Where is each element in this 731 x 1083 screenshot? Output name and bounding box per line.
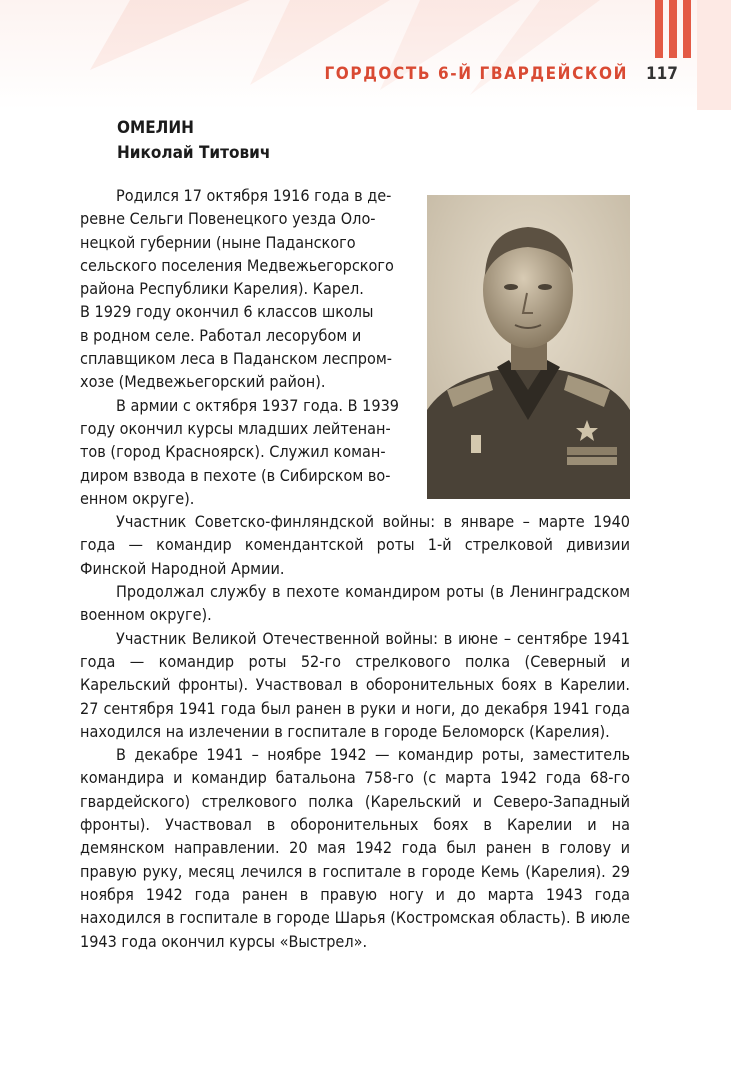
biography-text	[80, 184, 630, 953]
paragraph-army	[80, 394, 402, 510]
text-line: тов (город Красноярск). Служил коман-	[80, 442, 386, 462]
text-line: Родился 17 октября 1916 года в де-	[116, 186, 392, 205]
text-line: сплавщиком леса в Паданском леспром-	[80, 349, 392, 369]
text-line: района Республики Карелия). Карел.	[80, 279, 364, 299]
text-line: диром взвода в пехоте (в Сибирском во-	[80, 465, 391, 485]
text-line: сельского поселения Медвежьегорского	[80, 255, 394, 275]
person-heading	[117, 116, 270, 166]
paragraph-finnish-war: Участник Советско-финляндской войны: в январе – марте 1940 года — командир комендантской роты 1-й стрелковой дивизии Финской Народной Армии.	[80, 512, 630, 578]
paragraph-service: Продолжал службу в пехоте командиром роты (в Ленинградском военном округе).	[80, 582, 630, 625]
paragraph-ww2-1942: В декабре 1941 – ноябре 1942 — командир роты, заместитель командира и командир батальона 758-го (с марта 1942 года 68-го гвардейского) стрелкового полка (Карельский и Северо-Западный фронты). Участвовал в оборонительных боях в Карелии и на демянском направлении. 20 мая 1942 года был ранен в голову и правую руку, месяц лечился в госпитале в городе Кемь (Карелия). 29 ноября 1942 года ранен в правую ногу и до марта 1943 года находился в госпитале в городе Шарья (Костромская область). В июле 1943 года окончил курсы «Выстрел».	[80, 745, 630, 951]
person-surname: ОМЕЛИН	[117, 118, 194, 138]
text-line: хозе (Медвежьегорский район).	[80, 372, 326, 392]
running-header	[0, 58, 636, 96]
text-line: В 1929 году окончил 6 классов школы	[80, 302, 374, 322]
text-line: нецкой губернии (ныне Паданского	[80, 232, 356, 252]
person-given-names: Николай Титович	[117, 143, 271, 163]
text-line: В армии с октября 1937 года. В 1939	[116, 395, 400, 415]
page-number: 117	[646, 64, 678, 84]
text-line: ревне Сельги Повенецкого уезда Оло-	[80, 209, 376, 229]
running-title: ГОРДОСТЬ 6-Й ГВАРДЕЙСКОЙ	[324, 64, 628, 84]
text-line: енном округе).	[80, 488, 195, 508]
text-line: году окончил курсы младших лейтенан-	[80, 418, 391, 438]
paragraph-birth	[80, 184, 402, 394]
paragraph-ww2-1941: Участник Великой Отечественной войны: в июне – сентябре 1941 года — командир роты 52-го стрелкового полка (Северный и Карельский фронты). Участвовал в оборонительных боях в Карелии. 27 сентября 1941 года был ранен в руки и ноги, до декабря 1941 года находился на излечении в госпитале в городе Беломорск (Карелия).	[80, 628, 630, 741]
text-line: в родном селе. Работал лесорубом и	[80, 325, 362, 345]
